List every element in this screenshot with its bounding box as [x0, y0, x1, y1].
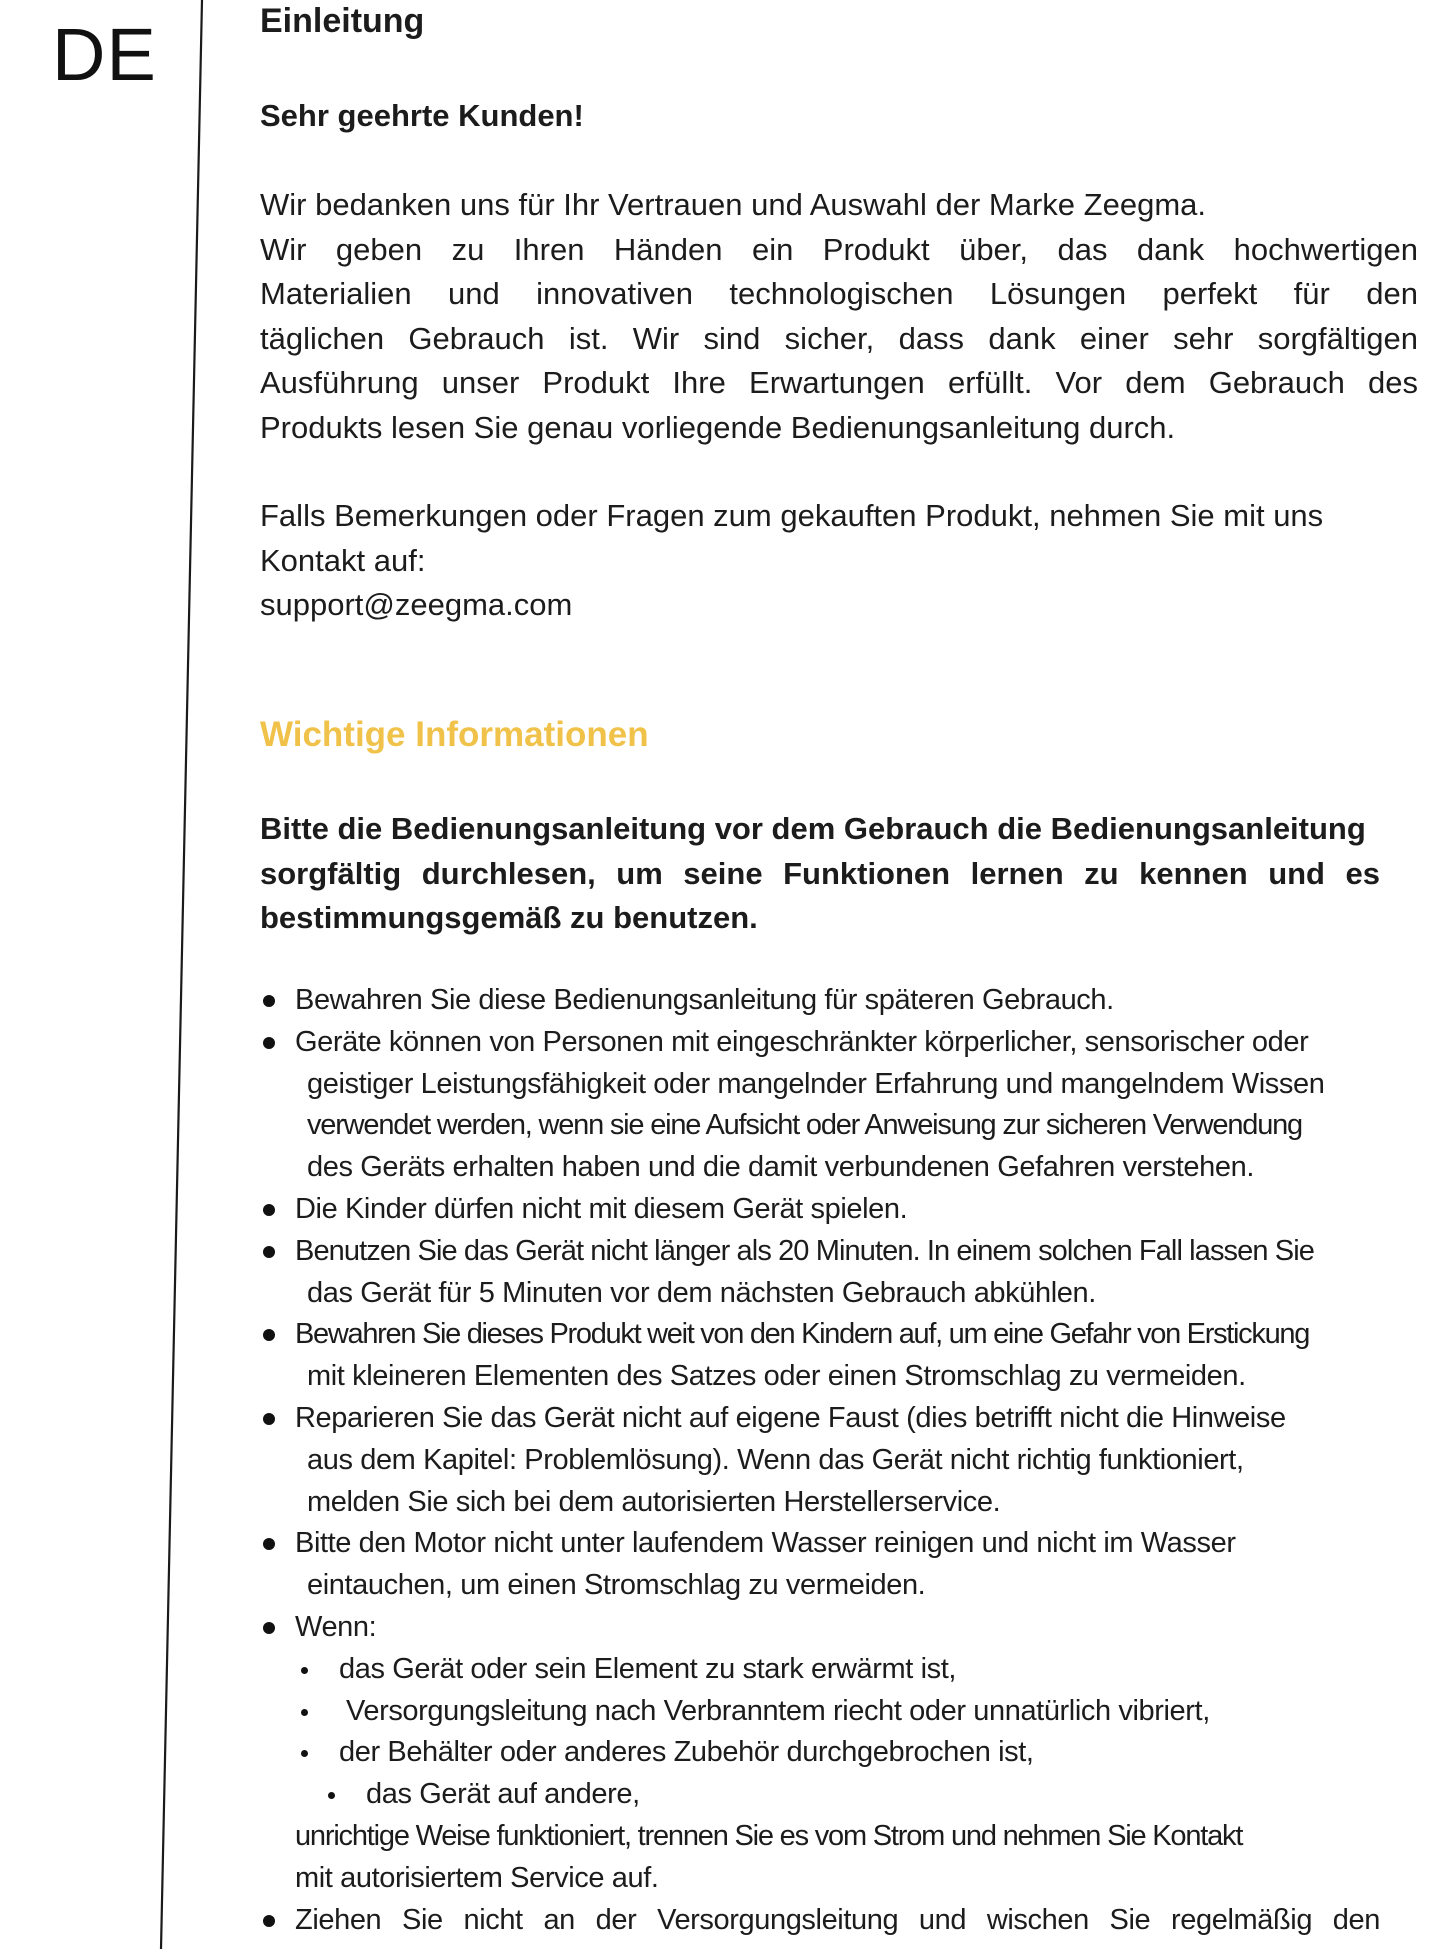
- list-item: [260, 1189, 1420, 1231]
- sub-list-item-text: Versorgungsleitung nach Verbranntem riecht oder unnatürlich vibriert,: [346, 1694, 1210, 1727]
- support-email[interactable]: support@zeegma.com: [260, 587, 573, 622]
- bullet-icon: [263, 1413, 275, 1425]
- list-item: [260, 1022, 1420, 1189]
- sub-bullet-icon: [301, 1667, 308, 1674]
- bullet-icon: [263, 1246, 275, 1258]
- list-item: [260, 1900, 1420, 1942]
- intro-line: Produkts lesen Sie genau vorliegende Bedienungsanleitung durch.: [260, 409, 1176, 445]
- list-item-text: aus dem Kapitel: Problemlösung). Wenn das Gerät nicht richtig funktioniert,: [307, 1443, 1244, 1476]
- safety-list: [260, 980, 1420, 1941]
- sub-list-item-text: der Behälter oder anderes Zubehör durchgebrochen ist,: [339, 1736, 1034, 1769]
- list-item: [260, 1523, 1420, 1607]
- list-item-text: eintauchen, um einen Stromschlag zu vermeiden.: [307, 1569, 926, 1602]
- section-title: Wichtige Informationen: [260, 715, 649, 754]
- contact-line: Kontakt auf:: [260, 542, 426, 578]
- page-title: Einleitung: [260, 2, 425, 40]
- warning-paragraph: [260, 807, 1380, 941]
- list-item-text: geistiger Leistungsfähigkeit oder mangelnder Erfahrung und mangelndem Wissen: [307, 1067, 1325, 1100]
- bullet-icon: [263, 1204, 275, 1216]
- contact-line: Falls Bemerkungen oder Fragen zum gekauften Produkt, nehmen Sie mit uns: [260, 498, 1324, 533]
- list-item-text: melden Sie sich bei dem autorisierten Herstellerservice.: [307, 1485, 1001, 1518]
- bullet-icon: [263, 995, 275, 1007]
- list-item: [260, 1231, 1420, 1315]
- sub-list-item: [295, 1774, 1420, 1816]
- intro-line: Wir bedanken uns für Ihr Vertrauen und Auswahl der Marke Zeegma.: [260, 187, 1206, 222]
- bullet-icon: [263, 1622, 275, 1634]
- list-item-text: Geräte können von Personen mit eingeschränkter körperlicher, sensorischer oder: [295, 1025, 1309, 1058]
- warning-line: bestimmungsgemäß zu benutzen.: [260, 900, 758, 935]
- list-item-text: Bitte den Motor nicht unter laufendem Wasser reinigen und nicht im Wasser: [295, 1527, 1236, 1560]
- list-item-when: [260, 1607, 1420, 1900]
- language-code: DE: [52, 13, 157, 96]
- list-item-text: Ziehen Sie nicht an der Versorgungsleitung und wischen Sie regelmäßig den: [295, 1903, 1380, 1936]
- list-item-text: Bewahren Sie diese Bedienungsanleitung für späteren Gebrauch.: [295, 984, 1114, 1016]
- sub-bullet-icon: [328, 1792, 335, 1799]
- list-item-text: das Gerät für 5 Minuten vor dem nächsten Gebrauch abkühlen.: [307, 1276, 1096, 1309]
- sub-list-item: [295, 1732, 1420, 1774]
- bullet-icon: [263, 1329, 275, 1341]
- sub-bullet-icon: [301, 1709, 308, 1716]
- list-item-text: unrichtige Weise funktioniert, trennen Sie es vom Strom und nehmen Sie Kontakt: [295, 1819, 1243, 1852]
- list-item-text: verwendet werden, wenn sie eine Aufsicht oder Anweisung zur sicheren Verwendung: [307, 1109, 1302, 1142]
- bullet-icon: [263, 1037, 275, 1049]
- sub-list-item-text: das Gerät oder sein Element zu stark erwärmt ist,: [339, 1652, 957, 1685]
- list-item-text: Benutzen Sie das Gerät nicht länger als 20 Minuten. In einem solchen Fall lassen Sie: [295, 1234, 1314, 1267]
- greeting: Sehr geehrte Kunden!: [260, 98, 584, 133]
- intro-line: Materialien und innovativen technologischen Lösungen perfekt für den: [260, 276, 1418, 311]
- warning-line: Bitte die Bedienungsanleitung vor dem Gebrauch die Bedienungsanleitung: [260, 811, 1366, 846]
- contact-paragraph: [260, 494, 1418, 628]
- list-item-text: Bewahren Sie dieses Produkt weit von den Kindern auf, um eine Gefahr von Erstickung: [295, 1318, 1310, 1351]
- list-item-text: Die Kinder dürfen nicht mit diesem Gerät spielen.: [295, 1192, 908, 1225]
- bullet-icon: [263, 1538, 275, 1550]
- intro-line: Wir geben zu Ihren Händen ein Produkt über, das dank hochwertigen: [260, 231, 1418, 267]
- bullet-icon: [263, 1915, 275, 1927]
- intro-paragraph: [260, 183, 1418, 450]
- list-item: [260, 980, 1420, 1022]
- list-item-text: des Geräts erhalten haben und die damit verbundenen Gefahren verstehen.: [307, 1151, 1254, 1184]
- sub-list-item-text: das Gerät auf andere,: [366, 1778, 640, 1811]
- intro-line: täglichen Gebrauch ist. Wir sind sicher, dass dank einer sehr sorgfältigen: [260, 320, 1418, 356]
- sub-list-item: [295, 1691, 1420, 1733]
- list-item-text: mit kleineren Elementen des Satzes oder einen Stromschlag zu vermeiden.: [307, 1360, 1246, 1393]
- list-item-text: Wenn:: [295, 1610, 377, 1643]
- list-item-text: mit autorisiertem Service auf.: [295, 1861, 659, 1894]
- sub-list-item: [295, 1649, 1420, 1691]
- list-item: [260, 1398, 1420, 1523]
- intro-line: Ausführung unser Produkt Ihre Erwartungen erfüllt. Vor dem Gebrauch des: [260, 365, 1418, 400]
- sub-bullet-icon: [301, 1750, 308, 1757]
- warning-line: sorgfältig durchlesen, um seine Funktionen lernen zu kennen und es: [260, 855, 1380, 891]
- list-item-text: Reparieren Sie das Gerät nicht auf eigene Faust (dies betrifft nicht die Hinweise: [295, 1401, 1286, 1434]
- list-item: [260, 1314, 1420, 1398]
